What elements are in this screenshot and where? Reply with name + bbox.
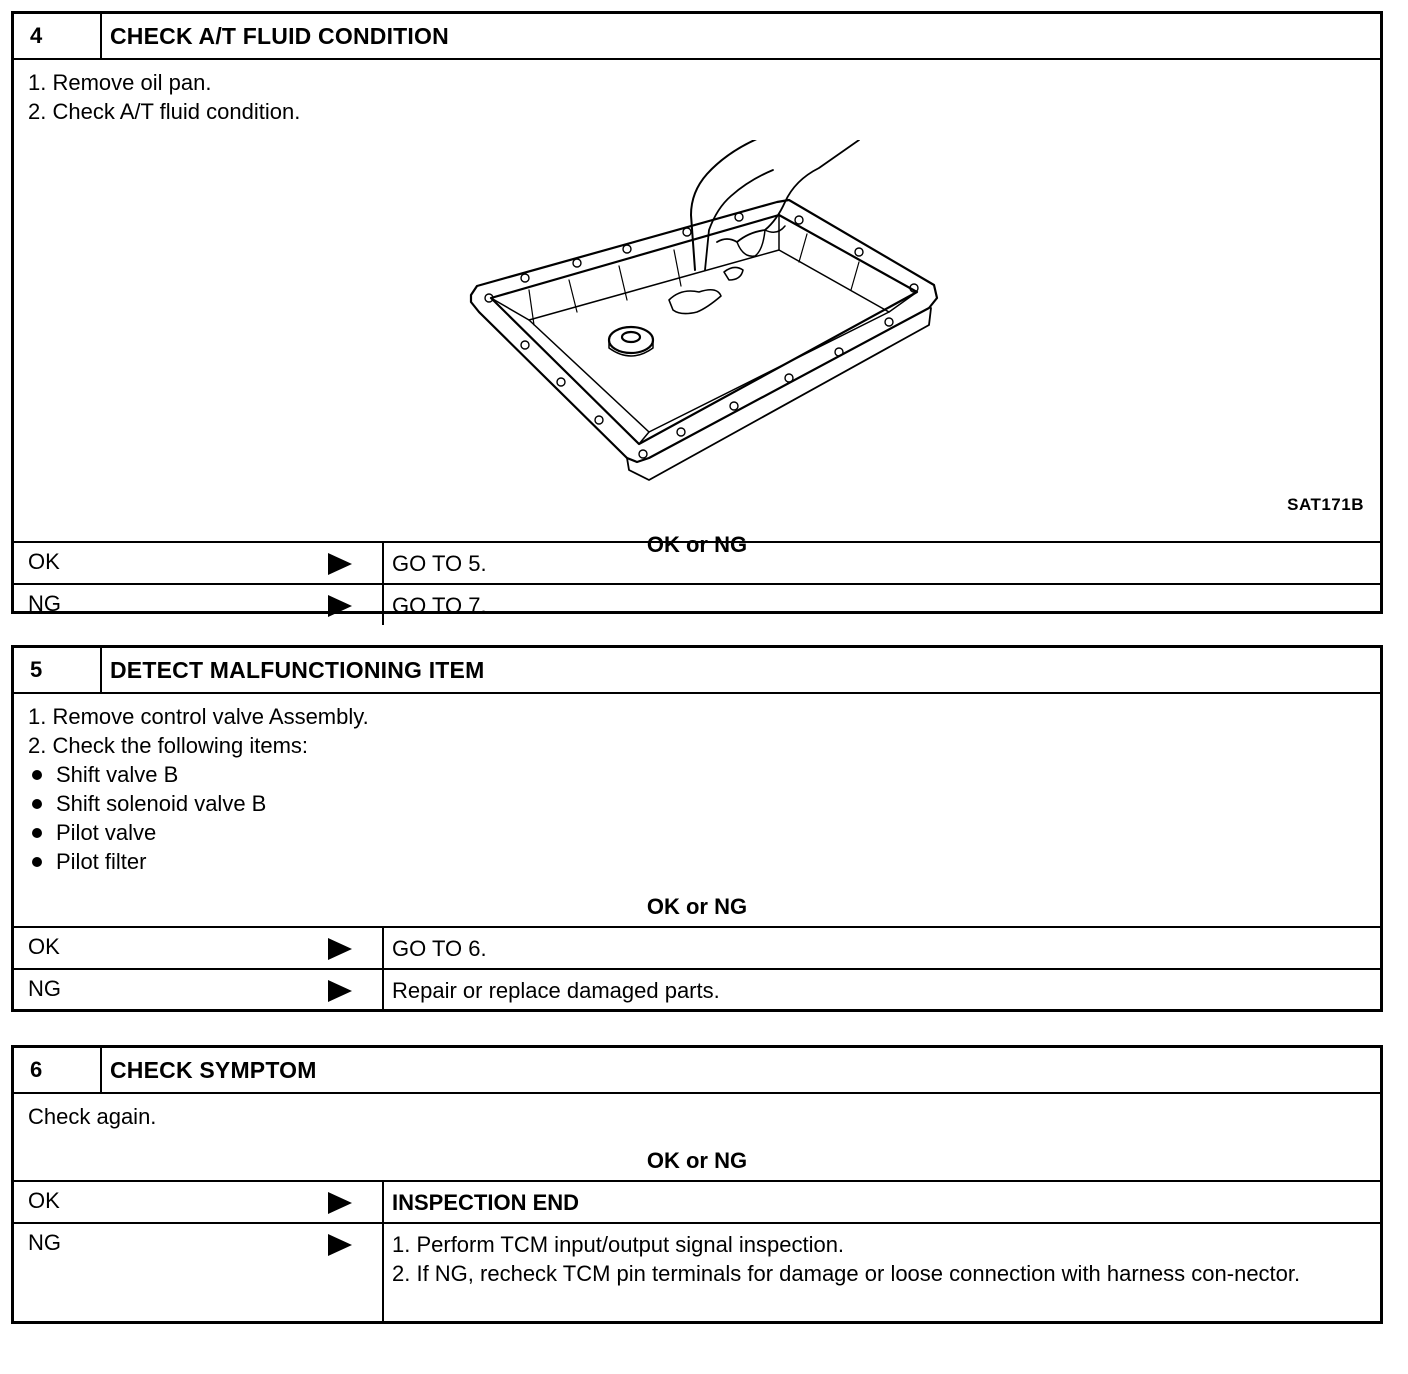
bullet-icon bbox=[32, 799, 42, 809]
ok-or-ng-label: OK or NG bbox=[646, 894, 748, 919]
result-action: GO TO 6. bbox=[392, 936, 487, 961]
ok-or-ng-label: OK or NG bbox=[646, 1148, 748, 1173]
bullet-item: Shift valve B bbox=[28, 760, 1366, 789]
result-row-ok bbox=[14, 1180, 1380, 1222]
step-5-box bbox=[11, 645, 1383, 1012]
step-title: CHECK A/T FLUID CONDITION bbox=[110, 22, 449, 49]
result-action: GO TO 5. bbox=[392, 551, 487, 576]
result-label: OK bbox=[28, 549, 60, 574]
result-label: NG bbox=[28, 976, 61, 1001]
step-6-body bbox=[14, 1094, 1380, 1180]
action-line: 2. If NG, recheck TCM pin terminals for damage or loose connection with harness con-nector. bbox=[392, 1261, 1301, 1286]
oil-pan-illustration bbox=[459, 140, 959, 490]
step-6-box bbox=[11, 1045, 1383, 1324]
step-number: 6 bbox=[14, 1048, 102, 1092]
instruction-line: 2. Check A/T fluid condition. bbox=[28, 99, 301, 124]
result-row-ng bbox=[14, 968, 1380, 1010]
result-label: NG bbox=[28, 591, 61, 616]
step-6-header bbox=[14, 1048, 1380, 1094]
arrow-right-icon bbox=[328, 595, 352, 617]
result-action: Repair or replace damaged parts. bbox=[392, 978, 720, 1003]
arrow-right-icon bbox=[328, 1192, 352, 1214]
arrow-right-icon bbox=[328, 1234, 352, 1256]
instruction-line: 1. Remove oil pan. bbox=[28, 70, 212, 95]
step-number: 5 bbox=[14, 648, 102, 692]
step-5-body bbox=[14, 694, 1380, 926]
step-number: 4 bbox=[14, 14, 102, 58]
instruction-line: Check again. bbox=[28, 1104, 157, 1129]
result-row-ng bbox=[14, 1222, 1380, 1322]
result-action: GO TO 7. bbox=[392, 593, 487, 618]
instruction-line: 2. Check the following items: bbox=[28, 733, 309, 758]
result-action: INSPECTION END bbox=[392, 1190, 580, 1215]
result-label: NG bbox=[28, 1230, 61, 1255]
action-line: 1. Perform TCM input/output signal inspection. bbox=[392, 1232, 845, 1257]
result-actions bbox=[384, 1224, 1380, 1322]
bullet-item: Pilot valve bbox=[28, 818, 1366, 847]
ok-or-ng-label: OK or NG bbox=[646, 532, 748, 557]
result-label: OK bbox=[28, 934, 60, 959]
bullet-item: Pilot filter bbox=[28, 847, 1366, 876]
result-row-ng bbox=[14, 583, 1380, 625]
bullet-item: Shift solenoid valve B bbox=[28, 789, 1366, 818]
bullet-icon bbox=[32, 857, 42, 867]
figure-code: SAT171B bbox=[1287, 495, 1364, 514]
step-5-header bbox=[14, 648, 1380, 694]
result-row-ok bbox=[14, 926, 1380, 968]
result-label: OK bbox=[28, 1188, 60, 1213]
step-title: DETECT MALFUNCTIONING ITEM bbox=[110, 656, 485, 683]
step-4-body bbox=[14, 60, 1380, 557]
bullet-icon bbox=[32, 770, 42, 780]
step-4-box bbox=[11, 11, 1383, 618]
arrow-right-icon bbox=[328, 980, 352, 1002]
bullet-icon bbox=[32, 828, 42, 838]
step-4-header bbox=[14, 14, 1380, 60]
arrow-right-icon bbox=[328, 938, 352, 960]
instruction-line: 1. Remove control valve Assembly. bbox=[28, 704, 369, 729]
arrow-right-icon bbox=[328, 553, 352, 575]
step-title: CHECK SYMPTOM bbox=[110, 1056, 317, 1083]
